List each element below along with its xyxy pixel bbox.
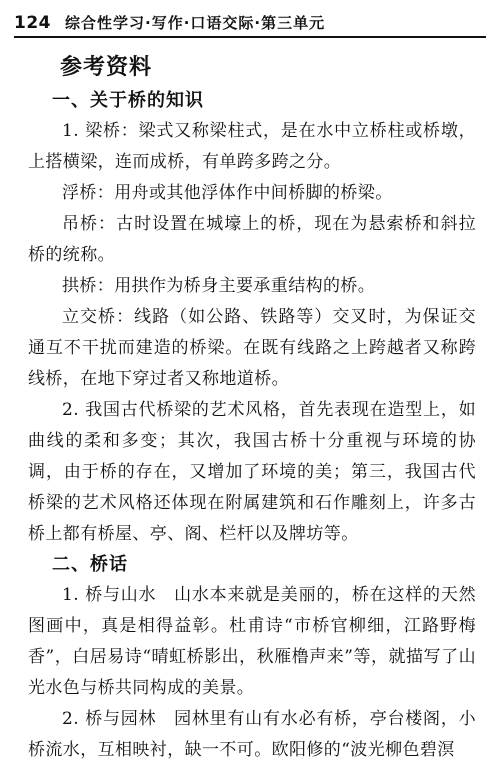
body-text <box>28 86 476 766</box>
page-header <box>14 6 486 38</box>
subheading-bridge-knowledge: 一、关于桥的知识 <box>52 90 204 111</box>
page-number: 124 <box>14 13 51 33</box>
paragraph-overpass: 立交桥：线路（如公路、铁路等）交叉时，为保证交通互不干扰而建造的桥梁。在既有线路之上跨越者又称跨线桥，在地下穿过者又称地道桥。 <box>28 307 476 389</box>
paragraph-arch-bridge: 拱桥：用拱作为桥身主要承重结构的桥。 <box>62 276 376 296</box>
paragraph-bridge-and-garden: 2. 桥与园林 园林里有山有水必有桥，亭台楼阁，小桥流水，互相映衬，缺一不可。欧阳修的“波光柳色碧溟 <box>28 709 476 760</box>
paragraph-ancient-bridge-style: 2. 我国古代桥梁的艺术风格，首先表现在造型上，如曲线的柔和多变；其次，我国古桥十分重视与环境的协调，由于桥的存在，又增加了环境的美；第三，我国古代桥梁的艺术风格还体现在附属建筑和石作雕刻上，许多古桥上都有桥屋、亭、阁、栏杆以及牌坊等。 <box>28 400 476 544</box>
subheading-bridge-talk: 二、桥话 <box>52 554 128 575</box>
paragraph-beam-bridge: 1. 梁桥：梁式又称梁柱式，是在水中立桥柱或桥墩，上搭横梁，连而成桥，有单跨多跨之分。 <box>28 121 476 172</box>
paragraph-bridge-and-landscape: 1. 桥与山水 山水本来就是美丽的，桥在这样的天然图画中，真是相得益彰。杜甫诗“市桥官柳细，江路野梅香”，白居易诗“晴虹桥影出，秋雁橹声来”等，就描写了山光水色与桥共同构成的美景。 <box>28 585 476 698</box>
running-head: 综合性学习·写作·口语交际·第三单元 <box>65 14 326 32</box>
section-title: 参考资料 <box>60 55 153 80</box>
paragraph-suspension-bridge: 吊桥：古时设置在城壕上的桥，现在为悬索桥和斜拉桥的统称。 <box>28 214 476 265</box>
paragraph-floating-bridge: 浮桥：用舟或其他浮体作中间桥脚的桥梁。 <box>62 183 393 203</box>
